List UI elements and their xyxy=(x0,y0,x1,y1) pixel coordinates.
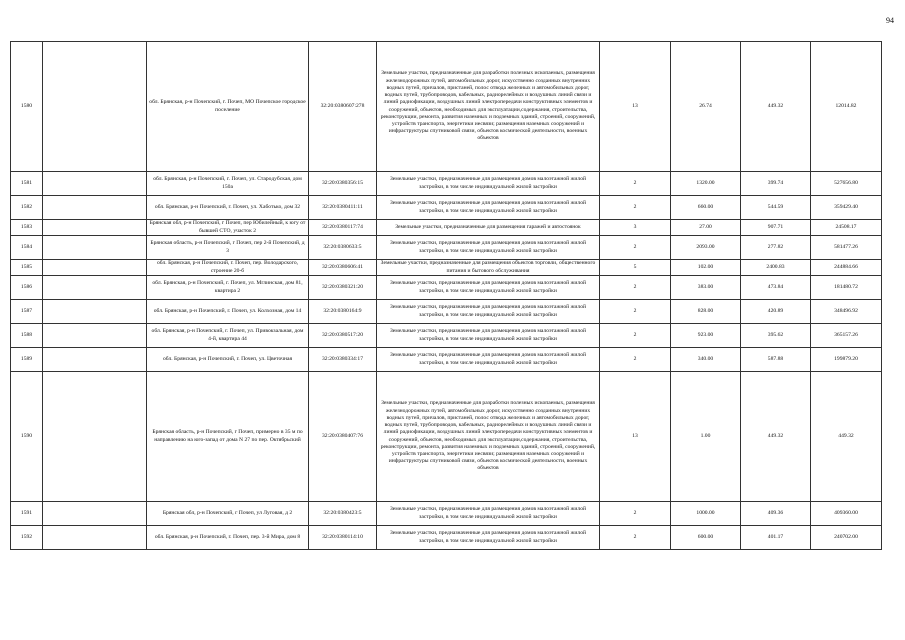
area-cell: 1.00 xyxy=(671,372,741,502)
address-cell: Брянская область, р-н Почепский, г Почеп, пер 2-й Почепский, д 3 xyxy=(147,236,309,260)
land-use-purpose-cell: Земельные участки, предназначенные для размещения домов малоэтажной жилой застройки, в том числе индивидуальной жилой застройки xyxy=(377,502,600,526)
empty-cell xyxy=(43,236,147,260)
group-cell: 2 xyxy=(600,502,671,526)
row-number: 1585 xyxy=(11,260,43,276)
row-number: 1584 xyxy=(11,236,43,260)
cadastral-number-cell: 32:20:0380517:20 xyxy=(309,324,377,348)
cadastral-number-cell: 32:20:0380356:15 xyxy=(309,172,377,196)
address-cell: обл. Брянская, р-н Почепский, г. Почеп, пер. 3-й Мира, дом 8 xyxy=(147,526,309,550)
land-use-purpose-cell: Земельные участки, предназначенные для размещения домов малоэтажной жилой застройки, в том числе индивидуальной жилой застройки xyxy=(377,172,600,196)
cadastral-value-cell: 181480.72 xyxy=(811,276,882,300)
cadastral-value-cell: 348496.92 xyxy=(811,300,882,324)
area-cell: 26.74 xyxy=(671,42,741,172)
group-cell: 2 xyxy=(600,348,671,372)
table-row xyxy=(11,324,882,348)
group-cell: 2 xyxy=(600,324,671,348)
land-use-purpose-cell: Земельные участки, предназначенные для размещения домов малоэтажной жилой застройки, в том числе индивидуальной жилой застройки xyxy=(377,324,600,348)
address-cell: обл. Брянская, р-н Почепский, г. Почеп, пер. Володарского, строение 20-б xyxy=(147,260,309,276)
empty-cell xyxy=(43,42,147,172)
table-row xyxy=(11,526,882,550)
row-number: 1586 xyxy=(11,276,43,300)
address-cell: обл. Брянская, р-н Почепский, г. Почеп, ул. Колхозная, дом 14 xyxy=(147,300,309,324)
cadastral-value-cell: 365157.26 xyxy=(811,324,882,348)
empty-cell xyxy=(43,196,147,220)
specific-value-cell: 395.62 xyxy=(741,324,811,348)
cadastral-number-cell: 32:20:0380117:74 xyxy=(309,220,377,236)
land-use-purpose-cell: Земельные участки, предназначенные для размещения домов малоэтажной жилой застройки, в том числе индивидуальной жилой застройки xyxy=(377,276,600,300)
specific-value-cell: 277.82 xyxy=(741,236,811,260)
group-cell: 2 xyxy=(600,236,671,260)
row-number: 1581 xyxy=(11,172,43,196)
area-cell: 923.00 xyxy=(671,324,741,348)
empty-cell xyxy=(43,260,147,276)
group-cell: 2 xyxy=(600,300,671,324)
group-cell: 13 xyxy=(600,42,671,172)
area-cell: 383.00 xyxy=(671,276,741,300)
cadastral-value-cell: 240702.00 xyxy=(811,526,882,550)
cadastral-value-cell: 199879.20 xyxy=(811,348,882,372)
cadastral-number-cell: 32:20:0380407:76 xyxy=(309,372,377,502)
empty-cell xyxy=(43,324,147,348)
group-cell: 13 xyxy=(600,372,671,502)
table-row xyxy=(11,236,882,260)
specific-value-cell: 449.32 xyxy=(741,42,811,172)
group-cell: 2 xyxy=(600,172,671,196)
cadastral-number-cell: 32:20:0380334:17 xyxy=(309,348,377,372)
specific-value-cell: 401.17 xyxy=(741,526,811,550)
address-cell: обл. Брянская, р-н Почепский, г. Почеп, ул. Стародубская, дом 150а xyxy=(147,172,309,196)
address-cell: обл. Брянская, р-н Почепский, г. Почеп, МО Почепское городское поселение xyxy=(147,42,309,172)
empty-cell xyxy=(43,276,147,300)
address-cell: обл. Брянская, р-н Почепский, г. Почеп, ул. Привокзальная, дом 4-й, квартира 44 xyxy=(147,324,309,348)
area-cell: 828.00 xyxy=(671,300,741,324)
empty-cell xyxy=(43,300,147,324)
land-use-purpose-cell: Земельные участки, предназначенные для размещения домов малоэтажной жилой застройки, в том числе индивидуальной жилой застройки xyxy=(377,300,600,324)
land-use-purpose-cell: Земельные участки, предназначенные для размещения домов малоэтажной жилой застройки, в том числе индивидуальной жилой застройки xyxy=(377,196,600,220)
table-row xyxy=(11,300,882,324)
row-number: 1580 xyxy=(11,42,43,172)
row-number: 1589 xyxy=(11,348,43,372)
specific-value-cell: 907.71 xyxy=(741,220,811,236)
cadastral-number-cell: 32:20:0380633:5 xyxy=(309,236,377,260)
row-number: 1592 xyxy=(11,526,43,550)
cadastral-value-cell: 244884.66 xyxy=(811,260,882,276)
table-row xyxy=(11,220,882,236)
specific-value-cell: 399.74 xyxy=(741,172,811,196)
group-cell: 5 xyxy=(600,260,671,276)
group-cell: 2 xyxy=(600,276,671,300)
empty-cell xyxy=(43,526,147,550)
land-use-purpose-cell: Земельные участки, предназначенные для размещения домов малоэтажной жилой застройки, в том числе индивидуальной жилой застройки xyxy=(377,526,600,550)
group-cell: 2 xyxy=(600,196,671,220)
specific-value-cell: 473.84 xyxy=(741,276,811,300)
area-cell: 1000.00 xyxy=(671,502,741,526)
address-cell: Брянская область, р-н Почепский, г Почеп, примерно в 35 м по направлению на юго-запад от дома N 27 по пер. Октябрьский xyxy=(147,372,309,502)
address-cell: обл. Брянская, р-н Почепский, г. Почеп, ул. Цветочная xyxy=(147,348,309,372)
table-row xyxy=(11,348,882,372)
table-row xyxy=(11,372,882,502)
row-number: 1587 xyxy=(11,300,43,324)
area-cell: 340.00 xyxy=(671,348,741,372)
specific-value-cell: 420.89 xyxy=(741,300,811,324)
address-cell: обл. Брянская, р-н Почепский, г. Почеп, ул. Мглинская, дом 81, квартира 2 xyxy=(147,276,309,300)
land-use-purpose-cell: Земельные участки, предназначенные для разработки полезных ископаемых, размещения железнодорожных путей, автомобильных дорог, искусственно созданных внутренних водных путей, причалов, пристаней, полос отвода железных и автомобильных дорог, водных путей, трубопроводов, кабельных, радиорелейных и воздушных линий связи и линий радиофикации, воздушных линий электропередачи конструктивных элементов и сооружений, объектов, необходимых для эксплуатации,содержания, строительства, реконструкции, ремонта, развития наземных и подземных зданий, строений, сооружений, устройств транспорта, энергетики иесвязи; размещения наземных сооружений и инфраструктуры спутниковой связи, объектов космической деятельности, военных объектов xyxy=(377,42,600,172)
empty-cell xyxy=(43,502,147,526)
area-cell: 2093.00 xyxy=(671,236,741,260)
cadastral-value-cell: 12014.82 xyxy=(811,42,882,172)
cadastral-number-cell: 32:20:0380607:278 xyxy=(309,42,377,172)
address-cell: Брянская обл, р-н Почепский, г Почеп, ул Луговая, д 2 xyxy=(147,502,309,526)
empty-cell xyxy=(43,372,147,502)
cadastral-number-cell: 32:20:0380606:41 xyxy=(309,260,377,276)
area-cell: 660.00 xyxy=(671,196,741,220)
empty-cell xyxy=(43,172,147,196)
table-row xyxy=(11,172,882,196)
land-use-purpose-cell: Земельные участки, предназначенные для размещения домов малоэтажной жилой застройки, в том числе индивидуальной жилой застройки xyxy=(377,348,600,372)
cadastral-value-cell: 581477.26 xyxy=(811,236,882,260)
empty-cell xyxy=(43,220,147,236)
area-cell: 1320.00 xyxy=(671,172,741,196)
cadastral-value-table xyxy=(10,41,882,550)
land-use-purpose-cell: Земельные участки, предназначенные для размещения гаражей и автостоянок xyxy=(377,220,600,236)
specific-value-cell: 449.32 xyxy=(741,372,811,502)
specific-value-cell: 409.36 xyxy=(741,502,811,526)
land-use-purpose-cell: Земельные участки, предназначенные для размещения домов малоэтажной жилой застройки, в том числе индивидуальной жилой застройки xyxy=(377,236,600,260)
land-use-purpose-cell: Земельные участки, предназначенные для разработки полезных ископаемых, размещения железнодорожных путей, автомобильных дорог, искусственно созданных внутренних водных путей, причалов, пристаней, полос отвода железных и автомобильных дорог, водных путей, трубопроводов, кабельных, радиорелейных и воздушных линий связи и линий радиофикации, воздушных линий электропередачи конструктивных элементов и сооружений, объектов, необходимых для эксплуатации,содержания, строительства, реконструкции, ремонта, развития наземных и подземных зданий, строений, сооружений, устройств транспорта, энергетики иесвязи; размещения наземных сооружений и инфраструктуры спутниковой связи, объектов космической деятельности, военных объектов xyxy=(377,372,600,502)
cadastral-number-cell: 32:20:0380164:9 xyxy=(309,300,377,324)
area-cell: 102.00 xyxy=(671,260,741,276)
specific-value-cell: 2400.83 xyxy=(741,260,811,276)
group-cell: 2 xyxy=(600,526,671,550)
table-row xyxy=(11,260,882,276)
specific-value-cell: 587.88 xyxy=(741,348,811,372)
cadastral-value-cell: 527656.80 xyxy=(811,172,882,196)
cadastral-number-cell: 32:20:0380423:5 xyxy=(309,502,377,526)
cadastral-number-cell: 32:20:0380321:20 xyxy=(309,276,377,300)
table-row xyxy=(11,42,882,172)
cadastral-value-cell: 449.32 xyxy=(811,372,882,502)
row-number: 1583 xyxy=(11,220,43,236)
cadastral-number-cell: 32:20:0380114:10 xyxy=(309,526,377,550)
area-cell: 27.00 xyxy=(671,220,741,236)
row-number: 1588 xyxy=(11,324,43,348)
table-row xyxy=(11,502,882,526)
cadastral-value-cell: 359429.40 xyxy=(811,196,882,220)
cadastral-value-cell: 409360.00 xyxy=(811,502,882,526)
row-number: 1590 xyxy=(11,372,43,502)
area-cell: 600.00 xyxy=(671,526,741,550)
specific-value-cell: 544.59 xyxy=(741,196,811,220)
table-row xyxy=(11,196,882,220)
empty-cell xyxy=(43,348,147,372)
cadastral-number-cell: 32:20:0380411:11 xyxy=(309,196,377,220)
row-number: 1591 xyxy=(11,502,43,526)
group-cell: 3 xyxy=(600,220,671,236)
address-cell: Брянская обл, р-н Почепский, г Почеп, пер Юбилейный, к югу от бывшей СТО, участок 2 xyxy=(147,220,309,236)
land-use-purpose-cell: Земельные участки, предназначенные для размещения объектов торговли, общественного питания и бытового обслуживания xyxy=(377,260,600,276)
row-number: 1582 xyxy=(11,196,43,220)
table-row xyxy=(11,276,882,300)
cadastral-value-cell: 24508.17 xyxy=(811,220,882,236)
address-cell: обл. Брянская, р-н Почепский, г. Почеп, ул. Хаботько, дом 32 xyxy=(147,196,309,220)
page-number: 94 xyxy=(886,16,894,25)
